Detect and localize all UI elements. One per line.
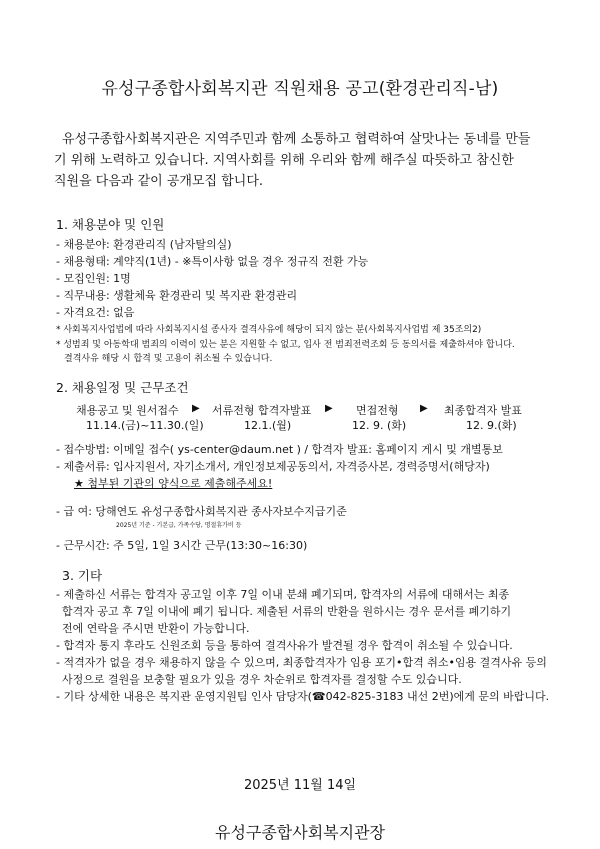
schedule-label: 채용공고 및 원서접수 [76, 404, 179, 417]
section1-item: - 채용형태: 계약직(1년) - ※특이사항 없을 경우 정규직 전환 가능 [56, 255, 369, 268]
work-hours: - 근무시간: 주 5일, 1일 3시간 근무(13:30~16:30) [56, 539, 308, 552]
section1-item: - 직무내용: 생활체육 환경관리 및 복지관 환경관리 [56, 289, 298, 302]
salary-detail: 2025년 기준 - 기본급, 가족수당, 명절휴가비 등 [116, 522, 242, 529]
schedule-date: 12. 9.(화) [466, 419, 517, 432]
section3-item: - 적격자가 없을 경우 채용하지 않을 수 있으며, 최종합격자가 임용 포기•합격 취소•임용 결격사유 등의 [56, 656, 547, 669]
intro-line: 직원을 다음과 같이 공개모집 합니다. [54, 174, 264, 189]
section3-item: 사정으로 결원을 보충할 필요가 있을 경우 차순위로 합격자를 결정할 수도 있습니다. [62, 673, 462, 686]
form-notice: ★ 첨부된 기관의 양식으로 제출해주세요! [74, 477, 273, 490]
schedule-label: 서류전형 합격자발표 [212, 404, 312, 417]
section2-heading: 2. 채용일정 및 근무조건 [56, 380, 189, 395]
notice-date: 2025년 11월 14일 [243, 778, 357, 793]
signature: 유성구종합사회복지관장 [214, 823, 386, 842]
required-docs: - 제출서류: 입사지원서, 자기소개서, 개인정보제공동의서, 자격증사본, 경력증명서(해당자) [56, 460, 490, 473]
section3-item: 합격자 공고 후 7일 이내에 폐기 됩니다. 제출된 서류의 반환을 원하시는 경우 문서를 폐기하기 [62, 605, 512, 618]
section3-item: - 기타 상세한 내용은 복지관 운영지원팀 인사 담당자(☎042-825-3183 내선 2번)에게 문의 바랍니다. [56, 690, 550, 703]
section3-item: - 합격자 통지 후라도 신원조회 등을 통하여 결격사유가 발견될 경우 합격이 취소될 수 있습니다. [56, 639, 513, 652]
intro-paragraph [54, 129, 548, 192]
intro-line: 기 위해 노력하고 있습니다. 지역사회를 위해 우리와 함께 해주실 따뜻하고 참신한 [54, 153, 514, 168]
schedule-label: 면접전형 [356, 404, 399, 417]
section1-note: * 성범죄 및 아동학대 범죄의 이력이 있는 분은 지원할 수 없고, 입사 전 범죄전력조회 등 동의서를 제출하셔야 합니다. [56, 340, 515, 350]
page-title: 유성구종합사회복지관 직원채용 공고(환경관리직-남) [101, 79, 499, 99]
schedule-date: 11.14.(금)~11.30.(일) [86, 419, 204, 432]
apply-method: - 접수방법: 이메일 접수( ys-center@daum.net ) / 합격자 발표: 홈페이지 게시 및 개별통보 [56, 443, 503, 456]
arrow-icon: ▶ [192, 403, 200, 414]
arrow-icon: ▶ [325, 403, 333, 414]
schedule-label: 최종합격자 발표 [444, 404, 522, 417]
section3-heading: 3. 기타 [62, 568, 103, 583]
arrow-icon: ▶ [420, 403, 428, 414]
schedule-date: 12. 9. (화) [352, 419, 407, 432]
salary-info: - 급 여: 당해연도 유성구종합사회복지관 종사자보수지급기준 [56, 505, 347, 518]
section3-item: - 제출하신 서류는 합격자 공고일 이후 7일 이내 분쇄 폐기되며, 합격자의 서류에 대해서는 최종 [56, 588, 510, 601]
section3-item: 전에 연락을 주시면 반환이 가능합니다. [62, 622, 250, 635]
section1-item: - 채용분야: 환경관리직 (남자탈의실) [56, 238, 232, 251]
intro-line: 유성구종합사회복지관은 지역주민과 함께 소통하고 협력하여 살맛나는 동네를 만들 [62, 132, 531, 147]
schedule-date: 12.1.(월) [244, 419, 292, 432]
section1-item: - 모집인원: 1명 [56, 272, 131, 285]
section1-heading: 1. 채용분야 및 인원 [56, 217, 165, 232]
section1-note: * 사회복지사업법에 따라 사회복지시설 종사자 결격사유에 해당이 되지 않는 분(사회복지사업법 제 35조의2) [56, 325, 482, 335]
section1-item: - 자격요건: 없음 [56, 306, 135, 319]
section1-note: 결격사유 해당 시 합격 및 고용이 취소될 수 있습니다. [64, 354, 273, 364]
